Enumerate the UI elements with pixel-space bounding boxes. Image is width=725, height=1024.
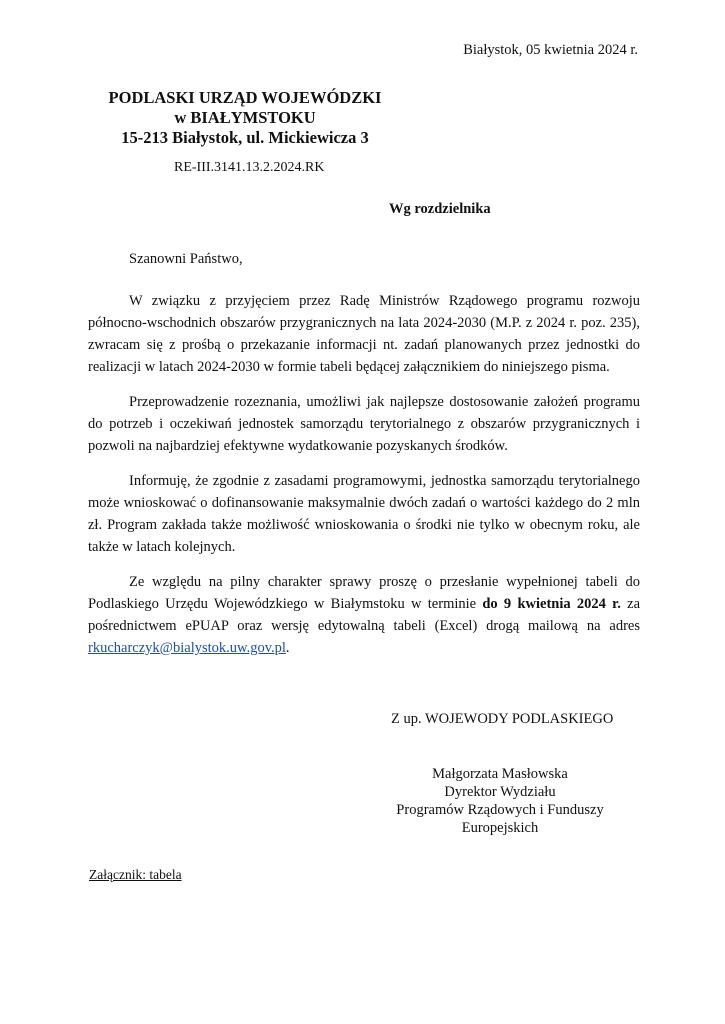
- paragraph-3: Informuję, że zgodnie z zasadami programowymi, jednostka samorządu terytorialnego może wnioskować o dofinansowanie maksymalnie dwóch zadań o wartości każdego do 2 mln zł. Program zakłada także możliwość wnioskowania o środki nie tylko w obecnym roku, ale także w latach kolejnych.: [88, 473, 640, 555]
- deadline: do 9 kwietnia 2024 r.: [482, 596, 621, 612]
- signatory-title-1: Dyrektor Wydziału: [444, 784, 556, 800]
- signature-block: [372, 765, 628, 837]
- signatory-name: Małgorzata Masłowska: [432, 766, 568, 782]
- recipient: Wg rozdzielnika: [389, 201, 491, 217]
- office-address: [100, 88, 390, 148]
- email-link[interactable]: rkucharczyk@bialystok.uw.gov.pl: [88, 640, 286, 656]
- paragraph-4-start: Ze względu na pilny charakter sprawy proszę o przesłanie wypełnionej tabeli do Podlaskiego Urzędu Wojewódzkiego w Białymstoku w terminie: [88, 574, 640, 612]
- signatory-title-2: Programów Rządowych i Funduszy: [396, 802, 604, 818]
- paragraph-4-period: .: [285, 640, 290, 656]
- letter-body: [88, 290, 640, 672]
- paragraph-2: Przeprowadzenie rozeznania, umożliwi jak najlepsze dostosowanie założeń programu do potrzeb i oczekiwań jednostek samorządu terytorialnego z obszarów przygranicznych i pozwoli na najbardziej efektywne wydatkowanie pozyskanych środków.: [88, 394, 640, 454]
- office-street: 15-213 Białystok, ul. Mickiewicza 3: [121, 128, 369, 147]
- paragraph-1: W związku z przyjęciem przez Radę Ministrów Rządowego programu rozwoju północno-wschodnich obszarów przygranicznych na lata 2024-2030 (M.P. z 2024 r. poz. 235), zwracam się z prośbą o przekazanie informacji nt. zadań planowanych przez jednostki do realizacji w latach 2024-2030 w formie tabeli będącej załącznikiem do niniejszego pisma.: [88, 293, 640, 375]
- attachment-note: Załącznik: tabela: [89, 867, 182, 882]
- paragraph-4: [88, 571, 640, 659]
- office-name: PODLASKI URZĄD WOJEWÓDZKI: [108, 88, 382, 107]
- signatory-title-3: Europejskich: [461, 820, 539, 836]
- on-behalf-line: Z up. WOJEWODY PODLASKIEGO: [391, 711, 614, 727]
- letter-date: Białystok, 05 kwietnia 2024 r.: [463, 42, 638, 58]
- salutation: Szanowni Państwo,: [129, 251, 243, 267]
- office-city: w BIAŁYMSTOKU: [174, 108, 316, 127]
- reference-number: RE-III.3141.13.2.2024.RK: [174, 160, 325, 175]
- paragraph-4-end: za pośrednictwem ePUAP oraz wersję edytowalną tabeli (Excel) drogą mailową na adres: [88, 596, 641, 634]
